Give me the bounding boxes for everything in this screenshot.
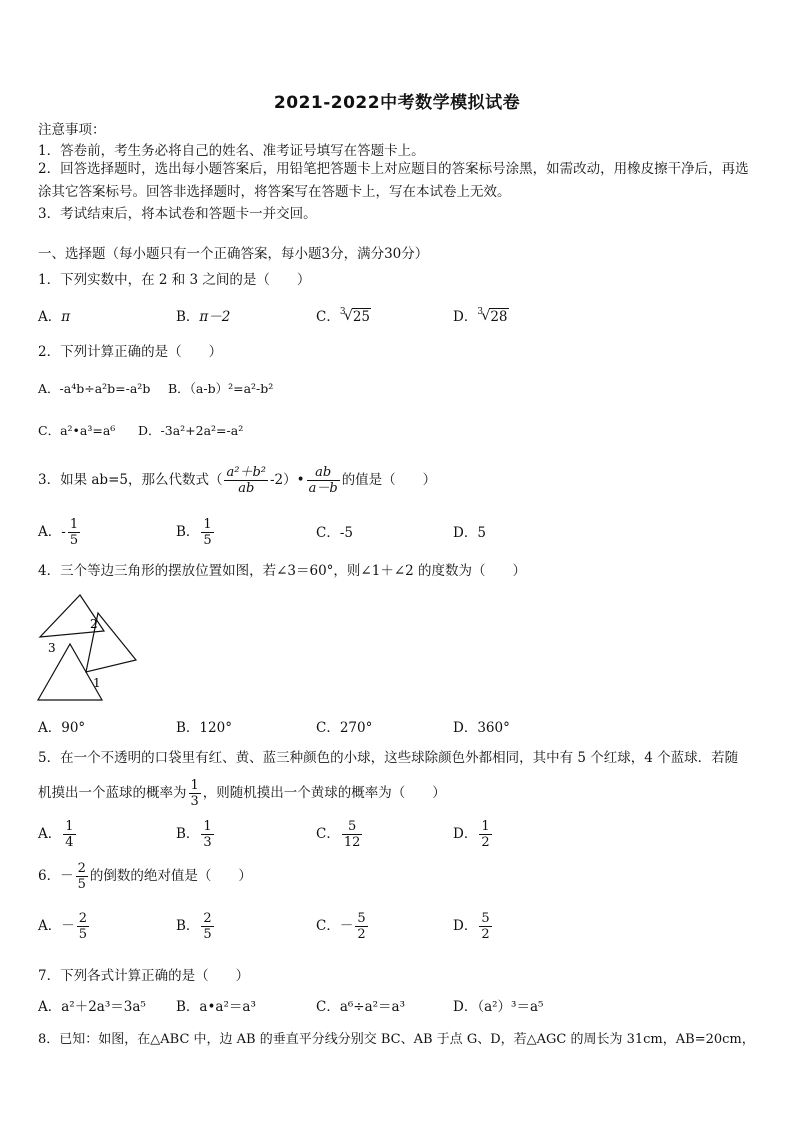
q4-option-d: D．360° <box>453 720 510 736</box>
q6-b-numerator: 2 <box>203 911 212 926</box>
q2-option-a: A．-a⁴b÷a²b=-a²b <box>38 381 151 396</box>
q5-c-numerator: 5 <box>342 819 363 835</box>
q1-a-label: A． <box>38 309 62 325</box>
q6-option-b <box>176 908 216 944</box>
radical-sign-icon: √ <box>343 308 353 324</box>
q6-a-denominator: 5 <box>78 927 88 942</box>
note-1: 1．答卷前，考生务必将自己的姓名、准考证号填写在答题卡上。 <box>38 143 425 159</box>
page-title: 2021-2022中考数学模拟试卷 <box>273 93 521 113</box>
q5-b-denominator: 3 <box>203 835 212 850</box>
q3-a-numerator: 1 <box>69 517 79 532</box>
q4-stem: 4．三个等边三角形的摆放位置如图，若∠3＝60°，则∠1＋∠2 的度数为（ ） <box>38 563 527 579</box>
q5-a-numerator: 1 <box>65 819 74 834</box>
q1-b-label: B． <box>176 309 200 325</box>
q4-angle-1-label: 1 <box>93 676 101 690</box>
note-3: 3．考试结束后，将本试卷和答题卡一并交回。 <box>38 206 317 222</box>
q6-option-c <box>316 908 370 944</box>
q6-a-numerator: 2 <box>78 911 88 926</box>
q6-stem-fraction <box>76 861 88 892</box>
q5-a-fraction <box>63 819 75 850</box>
q6-c-denominator: 2 <box>357 927 366 942</box>
q1-option-d <box>453 308 509 326</box>
q5-d-denominator: 2 <box>481 835 490 850</box>
q7-option-c: C．a⁶÷a²＝a³ <box>316 999 406 1015</box>
q4-triangles-figure <box>36 592 140 704</box>
q5-option-d <box>453 816 494 852</box>
q1-b-text: π－2 <box>199 309 231 325</box>
q2-option-c: C．a²•a³=a⁶ <box>38 423 116 438</box>
q7-stem: 7．下列各式计算正确的是（ ） <box>38 968 250 984</box>
q3-fraction-2 <box>307 465 340 496</box>
q2-option-d: D．-3a²+2a²=-a² <box>138 423 244 438</box>
q3-stem <box>38 462 436 498</box>
q3-f2-numerator: ab <box>307 465 340 481</box>
q6-a-label: A．－ <box>38 918 75 934</box>
q4-angle-2-label: 2 <box>90 617 98 631</box>
q1-stem: 1．下列实数中，在 2 和 3 之间的是（ ） <box>38 272 311 288</box>
q6-b-label: B． <box>176 918 200 934</box>
q3-f1-denominator: ab <box>238 481 255 496</box>
q5-option-c <box>316 816 364 852</box>
q5-b-label: B． <box>176 826 200 842</box>
q5-stem-line2 <box>38 775 446 811</box>
q4-option-a: A．90° <box>38 720 86 736</box>
q4-option-b: B．120° <box>176 720 232 736</box>
q7-option-d: D．（a²）³＝a⁵ <box>453 999 544 1015</box>
q4-angle-3-label: 3 <box>48 641 56 655</box>
q5-a-denominator: 4 <box>65 835 74 850</box>
q1-option-a <box>38 308 70 326</box>
q3-option-a <box>38 514 82 550</box>
q1-d-root-index: 3 <box>477 307 484 317</box>
radical-sign-icon: √ <box>481 308 491 324</box>
q5-b-fraction <box>201 819 213 850</box>
q6-d-numerator: 5 <box>481 911 490 926</box>
q2-option-b: B．（a-b）²=a²-b² <box>168 381 274 396</box>
q5-stem-numerator: 1 <box>190 778 199 793</box>
section-heading: 一、选择题（每小题只有一个正确答案，每小题3分，满分30分） <box>38 246 429 262</box>
q5-c-label: C． <box>316 826 340 842</box>
q3-option-c: C．-5 <box>316 525 353 541</box>
q1-c-label: C． <box>316 309 340 325</box>
q6-option-d <box>453 908 494 944</box>
q1-option-b <box>176 308 230 326</box>
q6-d-fraction <box>479 911 491 942</box>
q3-f1-numerator: a²＋b² <box>226 465 266 480</box>
q3-stem-post: 的值是（ ） <box>341 472 437 488</box>
q5-option-a <box>38 816 78 852</box>
q5-c-fraction <box>342 819 363 850</box>
q6-d-label: D． <box>453 918 478 934</box>
q3-f2-denominator: a－b <box>308 481 338 496</box>
q1-c-radicand: 25 <box>352 309 371 325</box>
q1-d-radicand: 28 <box>490 309 508 325</box>
q5-stem-fraction <box>189 778 201 809</box>
q7-option-a: A．a²＋2a³＝3a⁵ <box>38 999 146 1015</box>
q3-option-b <box>176 514 216 550</box>
q5-d-fraction <box>479 819 491 850</box>
q5-option-b <box>176 816 216 852</box>
q6-c-label: C．－ <box>316 918 354 934</box>
q1-d-cube-root <box>477 308 508 326</box>
note-2: 2．回答选择题时，选出每小题答案后，用铅笔把答题卡上对应题目的答案标号涂黑，如需改动，用橡皮擦干净后，再选涂其它答案标号。回答非选择题时，将答案写在答题卡上，写在本试卷上无效。 <box>38 161 749 200</box>
q5-a-label: A． <box>38 826 62 842</box>
q6-d-denominator: 2 <box>481 927 490 942</box>
q5-d-label: D． <box>453 826 478 842</box>
q3-a-fraction <box>68 517 80 548</box>
q1-d-label: D． <box>453 309 478 325</box>
q1-c-cube-root <box>340 308 371 326</box>
q5-stem2-post: ，则随机摸出一个黄球的概率为（ ） <box>202 785 446 801</box>
notes-heading: 注意事项： <box>38 122 106 138</box>
q2-stem: 2．下列计算正确的是（ ） <box>38 344 223 360</box>
q6-c-numerator: 5 <box>357 911 366 926</box>
q3-stem-mid: -2）• <box>269 472 305 488</box>
q6-stem-denominator: 5 <box>77 877 86 892</box>
q6-stem-pre: 6．－ <box>38 868 74 884</box>
q6-a-fraction <box>77 911 89 942</box>
q4-option-c: C．270° <box>316 720 373 736</box>
q5-b-numerator: 1 <box>203 819 212 834</box>
q5-c-denominator: 12 <box>343 835 361 850</box>
q1-a-text: π <box>61 309 71 325</box>
q6-b-fraction <box>201 911 213 942</box>
q1-c-root-index: 3 <box>339 307 346 317</box>
q6-stem-post: 的倒数的绝对值是（ ） <box>89 868 252 884</box>
q6-c-fraction <box>355 911 367 942</box>
q5-d-numerator: 1 <box>481 819 490 834</box>
q1-option-c <box>316 308 371 326</box>
q3-fraction-1 <box>224 465 268 496</box>
q3-b-numerator: 1 <box>203 517 212 532</box>
q6-b-denominator: 5 <box>203 927 212 942</box>
q5-stem-denominator: 3 <box>190 794 199 809</box>
q3-b-fraction <box>201 517 213 548</box>
q6-stem-numerator: 2 <box>77 861 86 876</box>
q8-stem: 8．已知：如图，在△ABC 中，边 AB 的垂直平分线分别交 BC、AB 于点 G、D，若△AGC 的周长为 31cm，AB=20cm， <box>38 1032 755 1047</box>
q6-option-a <box>38 908 91 944</box>
q5-stem-line1: 5．在一个不透明的口袋里有红、黄、蓝三种颜色的小球，这些球除颜色外都相同，其中有 5 个红球，4 个蓝球．若随 <box>38 750 739 766</box>
q3-stem-pre: 3．如果 ab=5，那么代数式（ <box>38 472 223 488</box>
q3-a-label: A．- <box>38 524 66 540</box>
q3-option-d: D．5 <box>453 525 486 541</box>
q3-b-denominator: 5 <box>203 533 212 548</box>
q3-a-denominator: 5 <box>69 533 79 548</box>
q7-option-b: B．a•a²＝a³ <box>176 999 256 1015</box>
q5-stem2-pre: 机摸出一个蓝球的概率为 <box>38 785 187 801</box>
q3-b-label: B． <box>176 524 200 540</box>
q6-stem <box>38 858 252 894</box>
